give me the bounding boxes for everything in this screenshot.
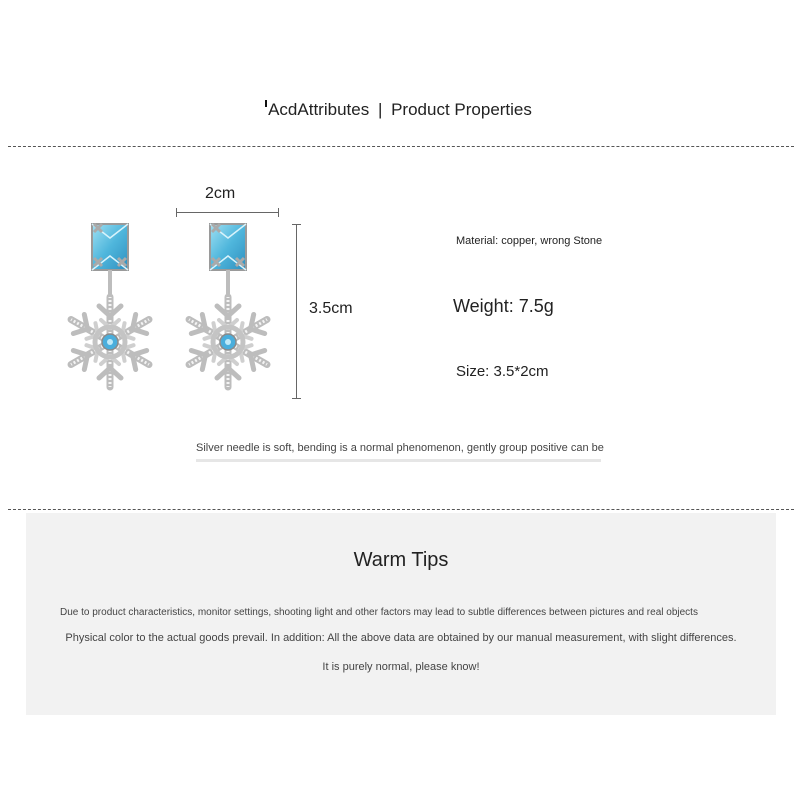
title-alt: Product Properties bbox=[391, 100, 532, 119]
size-property: Size: 3.5*2cm bbox=[456, 363, 549, 380]
tip-line: It is purely normal, please know! bbox=[322, 661, 480, 673]
product-image bbox=[55, 220, 285, 405]
title-separator: | bbox=[377, 100, 383, 119]
title-mark bbox=[265, 100, 267, 107]
width-label: 2cm bbox=[205, 185, 236, 202]
title-en: AcdAttributes bbox=[268, 100, 370, 119]
height-label: 3.5cm bbox=[309, 300, 353, 317]
care-note: Silver needle is soft, bending is a normal phenomenon, gently group positive can be bbox=[196, 442, 601, 462]
width-dimension-line bbox=[176, 212, 279, 213]
weight-property: Weight: 7.5g bbox=[453, 296, 554, 316]
warm-tips-title: Warm Tips bbox=[353, 549, 449, 571]
section-title bbox=[0, 100, 800, 120]
tip-line: Physical color to the actual goods prevail. In addition: All the above data are obtained by our manual measurement, with slight differences. bbox=[65, 632, 737, 644]
height-dimension-line bbox=[296, 224, 297, 399]
warm-tips-panel bbox=[26, 513, 776, 715]
divider-bottom bbox=[8, 509, 794, 510]
divider-top bbox=[8, 146, 794, 147]
tip-line: Due to product characteristics, monitor settings, shooting light and other factors may lead to subtle differences between pictures and real objects bbox=[60, 607, 698, 618]
material-property: Material: copper, wrong Stone bbox=[456, 235, 603, 247]
